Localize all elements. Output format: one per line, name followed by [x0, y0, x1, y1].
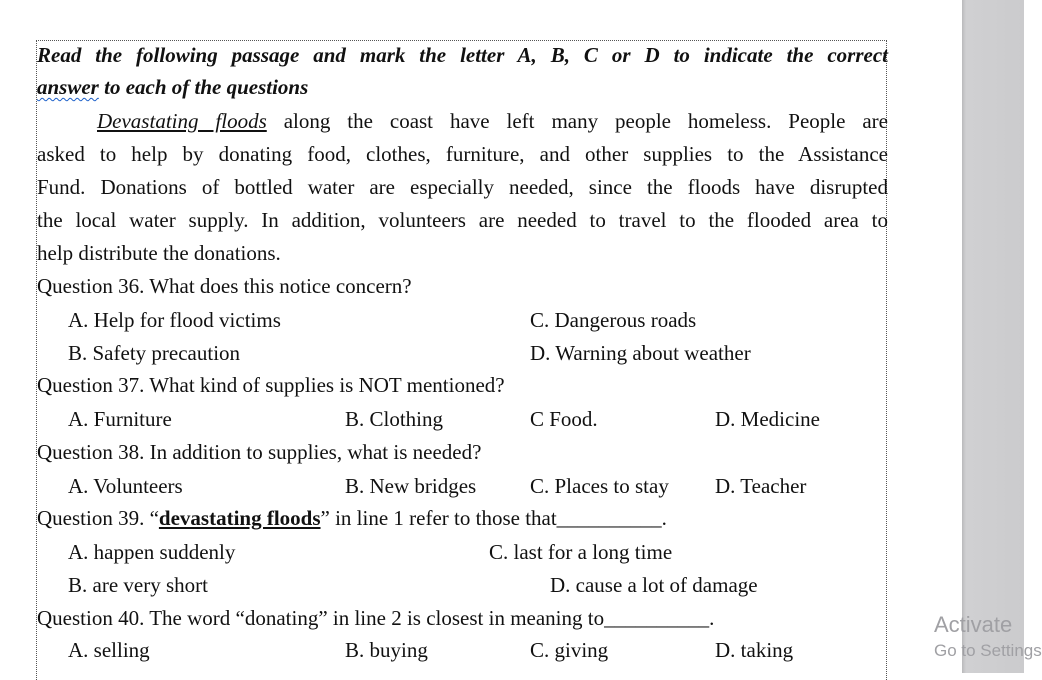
q36-option-b: B. Safety precaution	[68, 341, 241, 365]
q39-stem-pre: Question 39. “	[37, 506, 159, 530]
q40-option-c: C. giving	[530, 638, 609, 662]
q39-option-b: B. are very short	[68, 573, 208, 597]
q38-option-a: A. Volunteers	[68, 474, 183, 498]
passage-line-3: Fund. Donations of bottled water are especially needed, since the floods have disrupted	[37, 175, 888, 199]
instructions-line-2-text: to each of the questions	[98, 75, 309, 99]
q37-option-a: A. Furniture	[68, 407, 172, 431]
q38-option-c: C. Places to stay	[530, 474, 669, 498]
passage-line-1	[37, 109, 888, 133]
q36-option-a: A. Help for flood victims	[68, 308, 281, 332]
question-40-stem: Question 40. The word “donating” in line 2 is closest in meaning to__________.	[37, 606, 715, 630]
q39-stem-bold: devastating floods	[158, 506, 321, 530]
q38-option-d: D. Teacher	[715, 474, 807, 498]
q37-option-d: D. Medicine	[715, 407, 820, 431]
question-38-stem: Question 38. In addition to supplies, what is needed?	[37, 440, 482, 464]
q37-option-b: B. Clothing	[345, 407, 444, 431]
activate-windows-watermark	[934, 612, 1042, 662]
watermark-line-1: Activate	[934, 612, 1013, 637]
document-page	[36, 40, 887, 680]
question-36-stem: Question 36. What does this notice concern?	[37, 274, 412, 298]
q40-option-b: B. buying	[345, 638, 428, 662]
passage-line-2: asked to help by donating food, clothes, furniture, and other supplies to the Assistance	[37, 142, 888, 166]
question-39-stem	[37, 506, 667, 530]
q36-option-d: D. Warning about weather	[530, 341, 751, 365]
q40-option-d: D. taking	[715, 638, 794, 662]
instructions-line-2	[37, 75, 308, 99]
q39-option-a: A. happen suddenly	[68, 540, 236, 564]
watermark-line-2: Go to Settings	[934, 641, 1042, 660]
q40-option-a: A. selling	[68, 638, 150, 662]
window-side-panel	[962, 0, 1024, 673]
q37-option-c: C Food.	[530, 407, 598, 431]
question-37-stem: Question 37. What kind of supplies is NOT mentioned?	[37, 373, 505, 397]
passage-line-5: help distribute the donations.	[37, 241, 281, 265]
passage-line-4: the local water supply. In addition, volunteers are needed to travel to the flooded area to	[37, 208, 888, 232]
q39-option-c: C. last for a long time	[489, 540, 673, 564]
spellcheck-word-answer: answer	[37, 75, 99, 99]
devastating-floods-phrase: Devastating floods	[97, 109, 267, 133]
q36-option-c: C. Dangerous roads	[530, 308, 697, 332]
q39-stem-post: ” in line 1 refer to those that__________.	[320, 506, 667, 530]
q38-option-b: B. New bridges	[345, 474, 477, 498]
passage-line-1-text: along the coast have left many people homeless. People are	[266, 109, 888, 133]
q39-option-d: D. cause a lot of damage	[550, 573, 758, 597]
instructions-line-1: Read the following passage and mark the letter A, B, C or D to indicate the correct	[37, 43, 888, 67]
